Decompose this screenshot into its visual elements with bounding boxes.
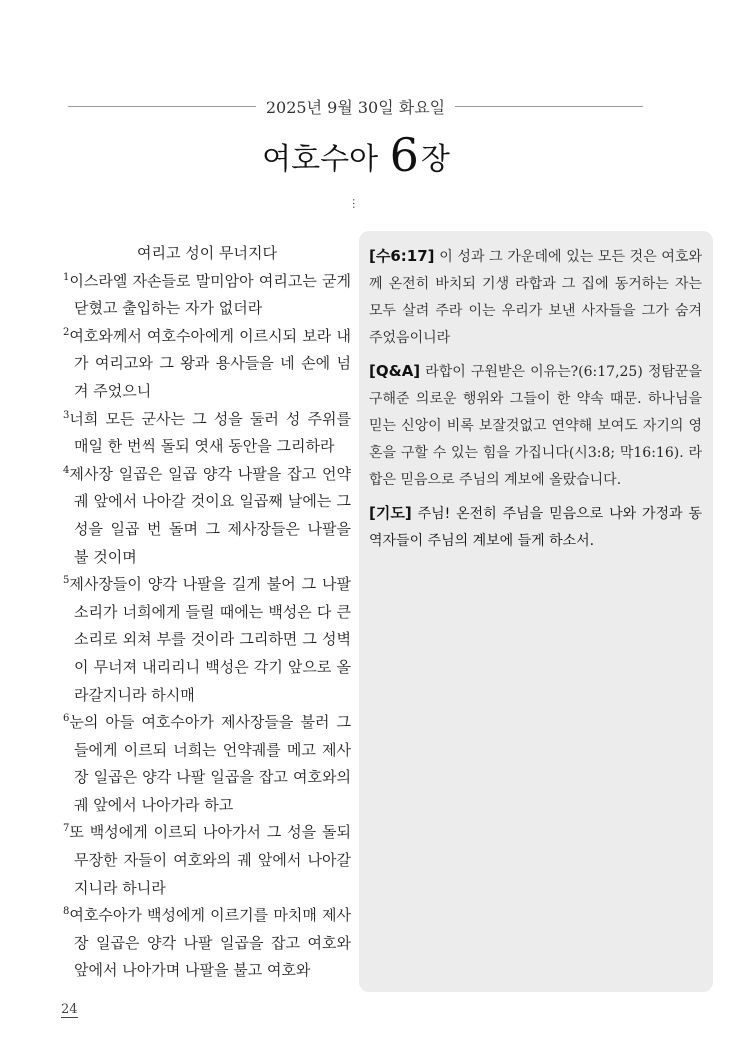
verse-number: 2	[63, 326, 70, 338]
chapter-book-name: 여호수아	[262, 142, 379, 177]
date-rule-right	[455, 106, 643, 107]
verse-number: 1	[63, 271, 70, 283]
key-verse-tag: [수6:17]	[369, 247, 435, 265]
verse-text: 너희 모든 군사는 그 성을 둘러 성 주위를 매일 한 번씩 돌되 엿새 동안을 그리하라	[69, 409, 351, 456]
verse-number: 4	[63, 464, 70, 476]
verse-number: 3	[63, 409, 70, 421]
verse-text: 제사장들이 양각 나팔을 길게 불어 그 나팔 소리가 너희에게 들릴 때에는 백성은 다 큰 소리로 외쳐 부를 것이라 그리하면 그 성벽이 무너져 내리리니 백성은 각기 앞으로 올라갈지니라 하시매	[69, 575, 351, 704]
qa-tag: [Q&A]	[369, 362, 421, 380]
verse	[63, 461, 351, 571]
verse-number: 5	[63, 575, 70, 587]
date-header	[68, 93, 643, 119]
verse-number: 7	[63, 823, 70, 835]
date-rule-left	[68, 106, 256, 107]
verse-text: 이스라엘 자손들로 말미암아 여리고는 굳게 닫혔고 출입하는 자가 없더라	[69, 271, 351, 318]
chapter-title	[0, 128, 712, 182]
verse	[63, 268, 351, 323]
verse-text: 제사장 일곱은 일곱 양각 나팔을 잡고 언약궤 앞에서 나아갈 것이요 일곱째 날에는 그 성을 일곱 번 돌며 그 제사장들은 나팔을 불 것이며	[69, 464, 351, 566]
verse	[63, 709, 351, 819]
verse-text: 또 백성에게 이르되 나아가서 그 성을 돌되 무장한 자들이 여호와의 궤 앞에서 나아갈지니라 하니라	[69, 823, 351, 897]
scripture-column	[63, 240, 351, 985]
ellipsis-icon: …	[350, 198, 363, 209]
key-verse-paragraph	[369, 243, 702, 352]
verse	[63, 323, 351, 406]
qa-paragraph	[369, 358, 702, 494]
verse	[63, 819, 351, 902]
verse-number: 6	[63, 713, 70, 725]
verse-text: 눈의 아들 여호수아가 제사장들을 불러 그들에게 이르되 너희는 언약궤를 메고 제사장 일곱은 양각 나팔 일곱을 잡고 여호와의 궤 앞에서 나아가라 하고	[69, 713, 351, 814]
page-number: 24	[61, 1002, 78, 1017]
verse-text: 여호수아가 백성에게 이르기를 마치매 제사장 일곱은 양각 나팔 일곱을 잡고 여호와 앞에서 나아가며 나팔을 불고 여호와	[69, 906, 351, 980]
commentary-box	[359, 231, 713, 992]
date-text: 2025년 9월 30일 화요일	[265, 97, 446, 117]
section-title: 여리고 성이 무너지다	[137, 244, 277, 262]
key-verse-text: 이 성과 그 가운데에 있는 모든 것은 여호와께 온전히 바치되 기생 라합과 그 집에 동거하는 자는 모두 살려 주라 이는 우리가 보낸 사자들을 그가 숨겨 주었음이니라	[369, 249, 702, 346]
qa-text: 라합이 구원받은 이유는?(6:17,25) 정탐꾼을 구해준 의로운 행위와 그들이 한 약속 때문. 하나님을 믿는 신앙이 비록 보잘것없고 연약해 보여도 자기의 영혼을 구할 수 있는 힘을 가집니다(시3:8; 막16:16). 라합은 믿음으로 주님의 계보에 올랐습니다.	[369, 364, 702, 488]
verse-number: 8	[63, 906, 70, 918]
verse-text: 여호와께서 여호수아에게 이르시되 보라 내가 여리고와 그 왕과 용사들을 네 손에 넘겨 주었으니	[69, 326, 351, 400]
verse	[63, 406, 351, 461]
prayer-paragraph	[369, 500, 702, 555]
prayer-tag: [기도]	[369, 504, 412, 522]
chapter-number: 6	[389, 128, 419, 182]
chapter-suffix: 장	[420, 142, 450, 177]
verse	[63, 902, 351, 985]
prayer-text: 주님! 온전히 주님을 믿음으로 나와 가정과 동역자들이 주님의 계보에 들게 하소서.	[369, 506, 702, 549]
verse	[63, 571, 351, 709]
